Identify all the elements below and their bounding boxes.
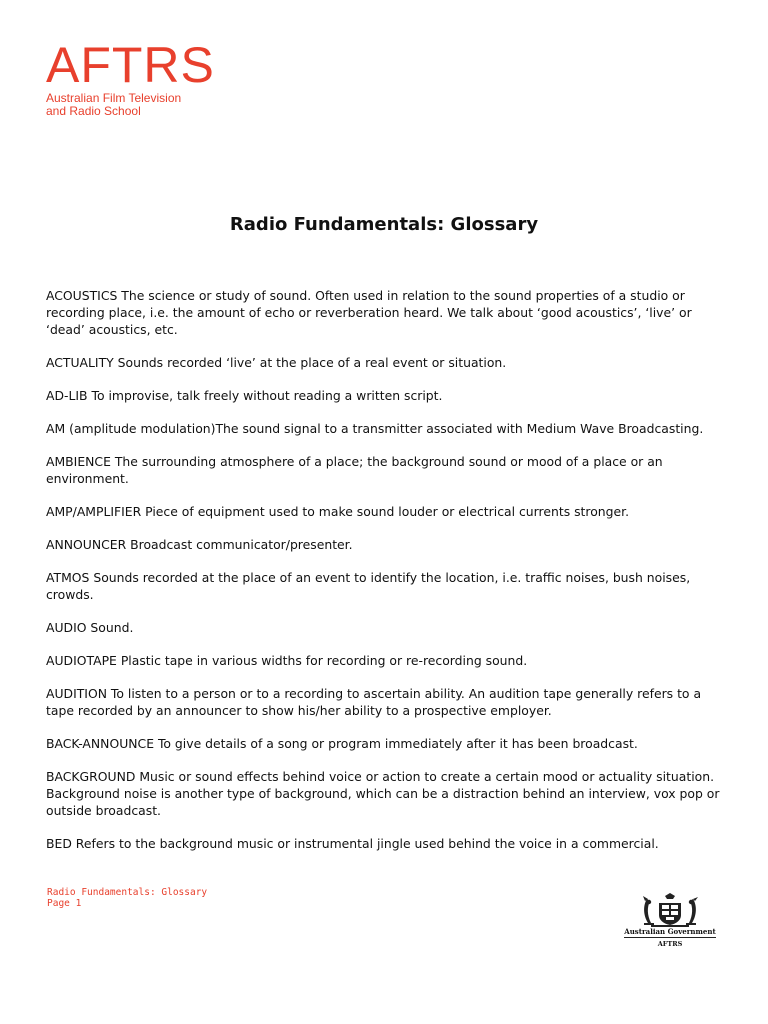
glossary-entry: BACK-ANNOUNCE To give details of a song or program immediately after it has been broadcast. (46, 736, 638, 751)
glossary-entry: AM (amplitude modulation)The sound signal to a transmitter associated with Medium Wave Broadcasting. (46, 421, 704, 436)
gov-agency: AFTRS (657, 940, 683, 948)
glossary-entry: ACOUSTICS The science or study of sound. Often used in relation to the sound properties of a studio or recording place, i.e. the amount of echo or reverberation heard. We talk about ‘good acoustics’, ‘live’ or ‘dead’ acoustics, etc. (46, 288, 692, 337)
glossary-entry: AUDITION To listen to a person or to a recording to ascertain ability. An audition tape generally refers to a tape recorded by an announcer to show his/her ability to a prospective employer. (46, 686, 702, 718)
page-title: Radio Fundamentals: Glossary (229, 214, 539, 236)
glossary-entry: BED Refers to the background music or instrumental jingle used behind the voice in a commercial. (46, 836, 659, 851)
government-logo (620, 893, 720, 949)
glossary-entry: AMBIENCE The surrounding atmosphere of a place; the background sound or mood of a place or an environment. (46, 454, 663, 486)
glossary-entry: ANNOUNCER Broadcast communicator/presenter. (46, 537, 353, 552)
glossary-entry: AUDIO Sound. (46, 620, 134, 635)
gov-name: Australian Government (624, 927, 716, 936)
page-footer (47, 887, 207, 909)
aftrs-logo (46, 37, 215, 118)
footer-doc-name: Radio Fundamentals: Glossary (47, 887, 208, 898)
gov-divider (624, 937, 716, 938)
glossary-entry: ACTUALITY Sounds recorded ‘live’ at the place of a real event or situation. (46, 355, 507, 370)
glossary-entry: AMP/AMPLIFIER Piece of equipment used to make sound louder or electrical currents stronger. (46, 504, 630, 519)
coat-of-arms-icon (635, 893, 705, 927)
glossary-entry: ATMOS Sounds recorded at the place of an event to identify the location, i.e. traffic noises, bush noises, crowds. (46, 570, 691, 602)
logo-subtitle-line2: and Radio School (46, 104, 141, 118)
glossary-entry: AUDIOTAPE Plastic tape in various widths for recording or re-recording sound. (46, 653, 528, 668)
glossary-entry: BACKGROUND Music or sound effects behind voice or action to create a certain mood or actuality situation. Background noise is another type of background, which can be a distraction behind an interview, vox pop or outside broadcast. (46, 769, 720, 818)
glossary-entry: AD-LIB To improvise, talk freely without reading a written script. (46, 388, 443, 403)
glossary-list (46, 287, 726, 868)
logo-wordmark: AFTRS (46, 37, 215, 93)
footer-page-number: Page 1 (47, 898, 82, 909)
logo-subtitle-line1: Australian Film Television (46, 91, 182, 105)
